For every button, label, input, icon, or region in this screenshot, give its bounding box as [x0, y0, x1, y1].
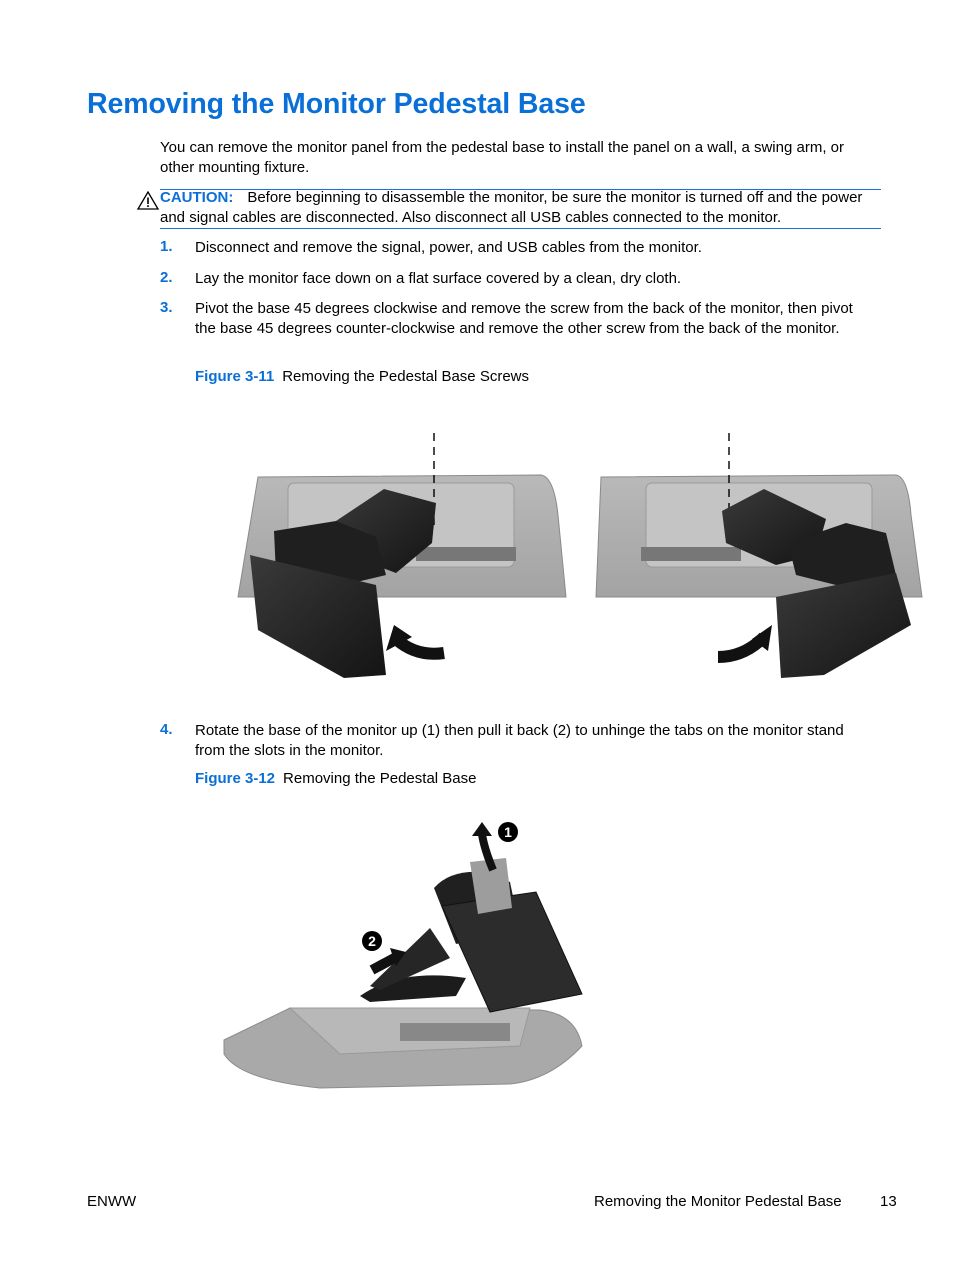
caution-label: CAUTION:	[160, 189, 234, 206]
warning-icon	[137, 191, 159, 210]
step-text: Lay the monitor face down on a flat surface covered by a clean, dry cloth.	[195, 270, 682, 287]
figure-caption-text: Removing the Pedestal Base	[283, 770, 477, 787]
callout-1: 1	[498, 822, 518, 842]
callout-2: 2	[362, 931, 382, 951]
page-number: 13	[880, 1193, 897, 1210]
footer-left: ENWW	[87, 1193, 137, 1210]
step-text: Pivot the base 45 degrees clockwise and remove the screw from the back of the monitor, then pivot the base 45 degrees counter-clockwise and remove the other screw from the back of the monitor.	[195, 300, 853, 337]
pedestal-base-illustration	[220, 818, 590, 1093]
step-number: 1.	[160, 238, 173, 255]
figure-label: Figure 3-11	[195, 368, 275, 385]
step-number: 4.	[160, 721, 173, 738]
intro-paragraph: You can remove the monitor panel from the pedestal base to install the panel on a wall, a swing arm, or other mounting fixture.	[160, 139, 845, 176]
caution-text: Before beginning to disassemble the monitor, be sure the monitor is turned off and the power and signal cables are disconnected. Also disconnect all USB cables connected to the monitor.	[160, 189, 863, 226]
caution-note	[160, 188, 882, 228]
figure-caption	[195, 770, 476, 787]
step-number: 2.	[160, 269, 173, 286]
pedestal-screws-illustration	[236, 425, 926, 685]
figure-label: Figure 3-12	[195, 770, 276, 787]
figure-caption	[195, 368, 529, 385]
step-text: Rotate the base of the monitor up (1) then pull it back (2) to unhinge the tabs on the monitor stand from the slots in the monitor.	[195, 722, 844, 759]
footer-title: Removing the Monitor Pedestal Base	[594, 1193, 842, 1210]
step-number: 3.	[160, 299, 173, 316]
page-title: Removing the Monitor Pedestal Base	[87, 88, 586, 120]
figure-caption-text: Removing the Pedestal Base Screws	[282, 368, 529, 385]
step-text: Disconnect and remove the signal, power, and USB cables from the monitor.	[195, 239, 702, 256]
